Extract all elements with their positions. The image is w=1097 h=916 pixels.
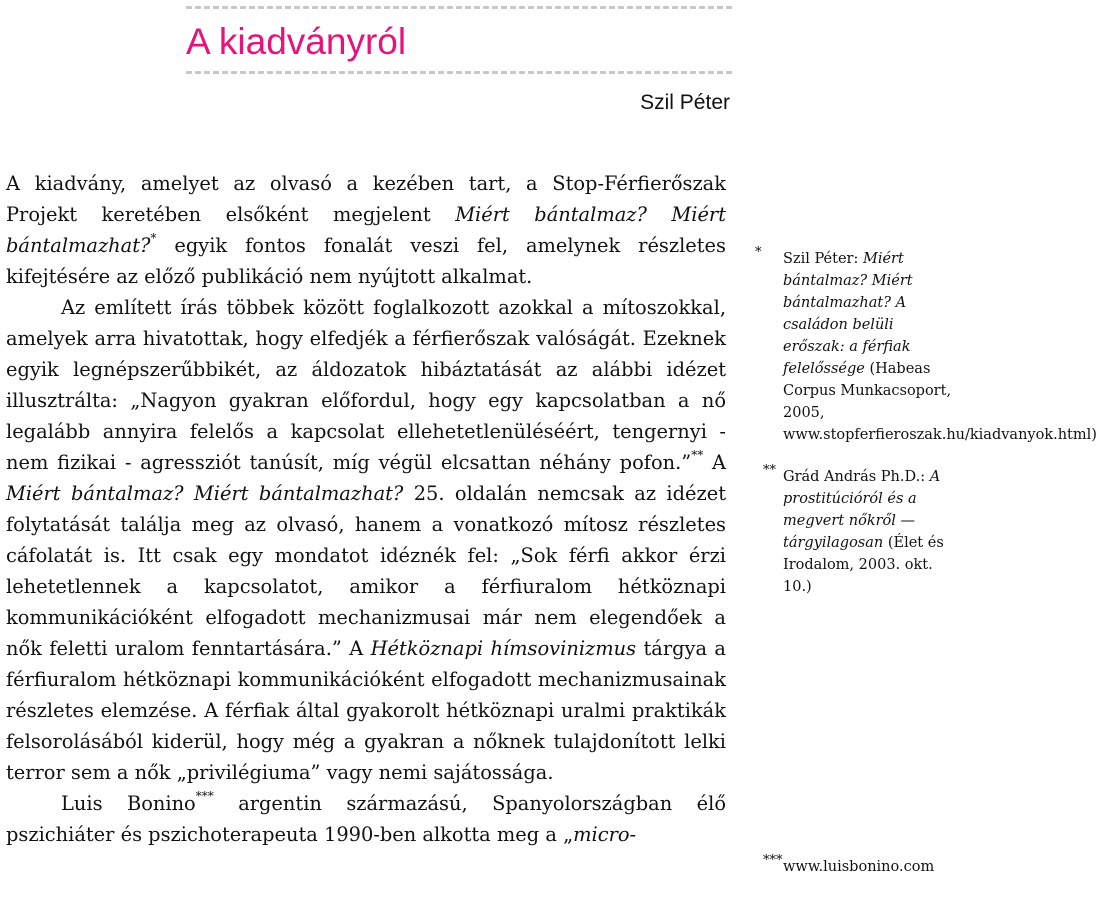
bottom-rule [186, 71, 732, 74]
footnote-1: * Szil Péter: Miért bántalmaz? Miért bántalmazhat? A családon belüli erőszak: a férfiak felelőssége (Habeas Corpus Munkacsoport, 2005, www.stopferfieroszak.hu/kiadvanyok.html) [755, 245, 1097, 443]
footnote-ref-2[interactable]: ** [691, 448, 704, 462]
paragraph-3: Luis Bonino*** argentin származású, Spanyolországban élő pszichiáter és pszichoterapeuta 1990-ben alkotta meg a „micro- [6, 789, 727, 846]
footnotes [748, 245, 1097, 618]
article-body [6, 168, 726, 850]
author-name: Szil Péter [640, 91, 730, 114]
page-title: A kiadványról [186, 21, 407, 62]
top-rule [186, 6, 732, 9]
footnotes-lower [748, 853, 958, 898]
footnote-3-link[interactable]: www.luisbonino.com [783, 859, 935, 875]
footnote-2: ** Grád András Ph.D.: A prostitúcióról és a megvert nőkről — tárgyilagosan (Élet és Irodalom, 2003. okt. 10.) [763, 463, 944, 595]
paragraph-1: A kiadvány, amelyet az olvasó a kezében tart, a Stop-Férfierőszak Projekt keretében elsőként megjelent Miért bántalmaz? Miért bántalmazhat?* egyik fontos fonalát veszi fel, amelynek részletes kifejtésére az előző publikáció nem nyújtott alkalmat. [6, 172, 726, 288]
footnote-ref-1[interactable]: * [150, 231, 157, 245]
footnote-ref-3[interactable]: *** [195, 789, 214, 803]
paragraph-2: Az említett írás többek között foglalkozott azokkal a mítoszokkal, amelyek arra hivatottak, hogy elfedjék a férfierőszak valóságát. Ezeknek egyik legnépszerűbbikét, az áldozatok hibáztatását az alábbi idézet illusztrálta: „Nagyon gyakran előfordul, hogy egy kapcsolatban a nő legalább annyira felelős a kapcsolat ellehetetlenüléséért, tengernyi - nem fizikai - agressziót tanúsít, míg végül elcsattan néhány pofon.”** A Miért bántalmaz? Miért bántalmazhat? 25. oldalán nemcsak az idézet folytatását találja meg az olvasó, hanem a vonatkozó mítosz részletes cáfolatát is. Itt csak egy mondatot idéznék fel: „Sok férfi akkor érzi lehetetlennek a kapcsolatot, amikor a férfiuralom hétköznapi kommunikációként elfogadott mechanizmusai már nem elegendőek a nők feletti uralom fenntartására.” A Hétköznapi hímsovinizmus tárgya a férfiuralom hétköznapi kommunikációként elfogadott mechanizmusainak részletes elemzése. A férfiak által gyakorolt hétköznapi uralmi praktikák felsorolásából kiderül, hogy még a gyakran a nőknek tulajdonított lelki terror sem a nők „privilégiuma” vagy nemi sajátossága. [6, 296, 727, 784]
footnote-3: *** www.luisbonino.com [763, 853, 935, 875]
